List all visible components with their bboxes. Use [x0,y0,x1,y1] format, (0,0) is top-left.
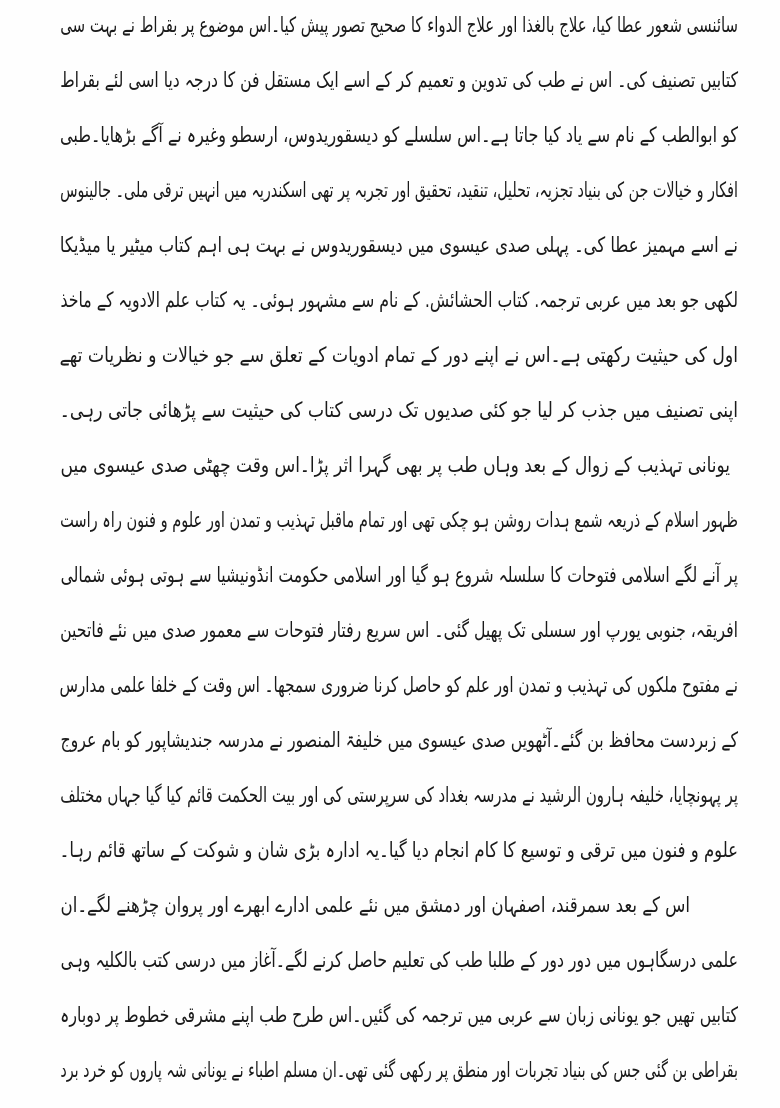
text-line: کتابیں تصنیف کی۔ اس نے طب کی تدوین و تعمیم کر کے اسے ایک مستقل فن کا درجہ دیا اسی لئے بقراط [60,68,738,92]
text-line: نے مفتوح ملکوں کی تہذیب و تمدن اور علم کو حاصل کرنا ضروری سمجھا۔ اس وقت کے خلفا علمی مدارس [59,673,739,697]
text-line: کے زبردست محافظ بن گئے۔آٹھویں صدی عیسوی میں خلیفۃ المنصور نے مدرسہ جندیشاپور کو بام عروج [60,728,738,752]
text-line: افکار و خیالات جن کی بنیاد تجزیہ، تحلیل، تنقید، تحقیق اور تجربہ پر تھی اسکندریہ میں انہیں ترقی ملی۔ جالینوس [60,178,739,202]
text-line: افریقہ، جنوبی یورپ اور سسلی تک پھیل گئی۔ اس سریع رفتار فتوحات سے معمور صدی میں نئے فاتحین [60,618,738,642]
text-line: کتابیں تھیں جو یونانی زبان سے عربی میں ترجمہ کی گئیں۔اس طرح طب اپنے مشرقی خطوط پر دوبارہ [60,1003,739,1027]
text-line: نے اسے مہمیز عطا کی۔ پہلی صدی عیسوی میں دیسقوریدوس نے بہت ہی اہم کتاب میٹیر یا میڈیکا [59,233,738,257]
text-line: علوم و فنون میں ترقی و توسیع کا کام انجام دیا گیا۔یہ ادارہ بڑی شان و شوکت کے ساتھ قائم رہا۔ [59,838,739,862]
text-line: کو ابوالطب کے نام سے یاد کیا جاتا ہے۔اس سلسلے کو دیسقوریدوس، ارسطو وغیرہ نے آگے بڑھایا۔طبی [60,123,739,147]
text-line: لکھی جو بعد میں عربی ترجمہ. کتاب الحشائش. کے نام سے مشہور ہوئی۔ یہ کتاب علم الادویہ کے ماخذ [60,288,738,312]
text-line: پر پہونچایا، خلیفہ ہارون الرشید نے مدرسہ بغداد کی سرپرستی کی اور بیت الحکمت قائم کیا گیا جہاں مختلف [60,783,738,807]
text-line: علمی درسگاہوں میں دور دور کے طلبا طب کی تعلیم حاصل کرنے لگے۔آغاز میں درسی کتب بالکلیہ وہی [60,948,738,972]
text-line: پر آنے لگے اسلامی فتوحات کا سلسلہ شروع ہو گیا اور اسلامی حکومت انڈونیشیا سے ہوتی ہوئی شمالی [60,563,738,587]
text-line: اپنی تصنیف میں جذب کر لیا جو کئی صدیوں تک درسی کتاب کی حیثیت سے پڑھائی جاتی رہی۔ [59,398,738,422]
text-line: یونانی تہذیب کے زوال کے بعد وہاں طب پر بھی گہرا اثر پڑا۔اس وقت چھٹی صدی عیسوی میں [60,453,731,477]
text-line: سائنسی شعور عطا کیا، علاج بالغذا اور علاج الدواء کا صحیح تصور پیش کیا۔اس موضوع پر بقراط نے بہت سی [60,13,739,37]
text-line: اول کی حیثیت رکھتی ہے۔اس نے اپنے دور کے تمام ادویات کے تعلق سے جو خیالات و نظریات تھے [59,343,739,367]
text-line: بقراطی بن گئی جس کی بنیاد تجربات اور منطق پر رکھی گئی تھی۔ان مسلم اطباء نے یونانی شہ پاروں کو خرد برد [60,1058,738,1082]
text-line: اس کے بعد سمرقند، اصفہان اور دمشق میں نئے علمی ادارے ابھرے اور پروان چڑھنے لگے۔ان [60,893,691,917]
text-line: ظہور اسلام کے ذریعہ شمع ہدات روشن ہو چکی تھی اور تمام ماقبل تہذیب و تمدن اور علوم و فنون راہ راست [60,508,739,532]
